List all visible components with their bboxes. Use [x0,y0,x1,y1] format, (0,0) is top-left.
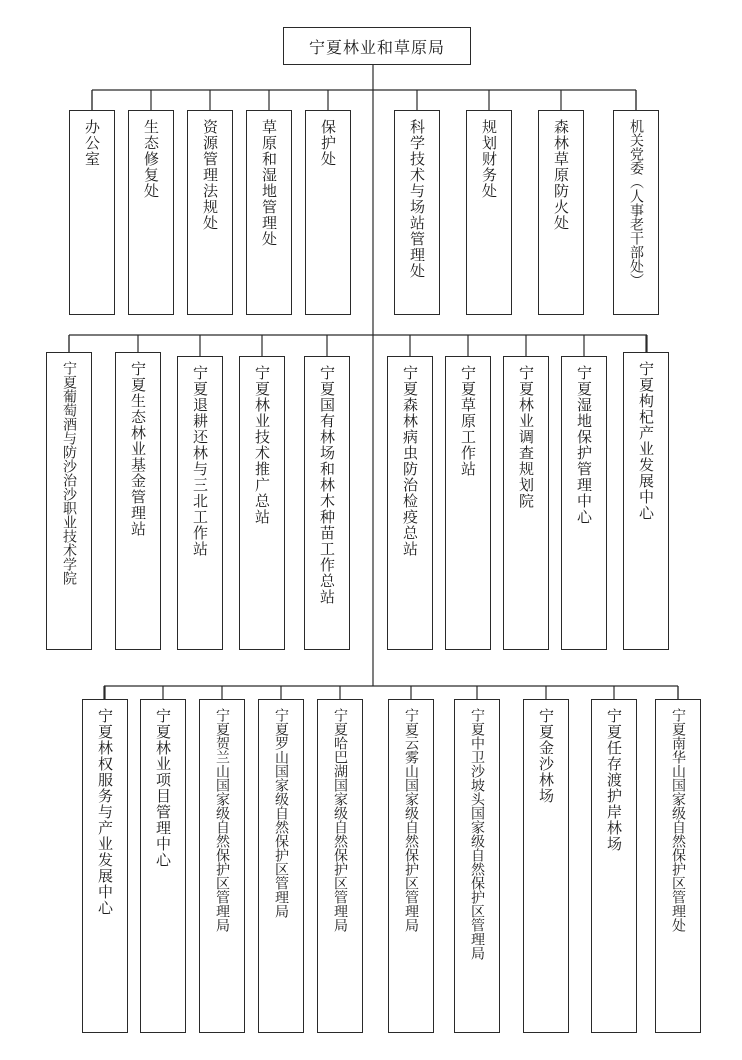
node-label: 宁夏任存渡护岸林场 [605,708,623,852]
row2-node-8 [561,356,607,650]
node-label: 宁夏哈巴湖国家级自然保护区管理局 [332,708,348,932]
row2-node-6 [445,356,491,650]
row3-node-3 [258,699,304,1033]
row3-node-5 [388,699,434,1033]
row3-node-7 [523,699,569,1033]
row2-node-4 [304,356,350,650]
node-label: 生态修复处 [142,119,160,199]
node-label: 宁夏草原工作站 [459,365,477,477]
row3-node-6 [454,699,500,1033]
row2-node-1 [115,352,161,650]
node-label: 规划财务处 [480,119,498,199]
row1-node-3 [246,110,292,315]
node-label: 宁夏云雾山国家级自然保护区管理局 [403,708,419,932]
node-label: 宁夏森林病虫防治检疫总站 [401,365,419,557]
node-label: 宁夏生态林业基金管理站 [129,361,147,537]
node-label: 资源管理法规处 [201,119,219,231]
node-label: 宁夏金沙林场 [537,708,555,804]
node-label: 宁夏中卫沙坡头国家级自然保护区管理局 [469,708,485,960]
row2-node-5 [387,356,433,650]
row1-node-0 [69,110,115,315]
row1-node-5 [394,110,440,315]
row1-node-8 [613,110,659,315]
node-label: 森林草原防火处 [552,119,570,231]
row3-node-4 [317,699,363,1033]
node-label: 保护处 [319,119,337,167]
node-label: 宁夏林权服务与产业发展中心 [96,708,114,916]
row1-node-6 [466,110,512,315]
node-label: 宁夏湿地保护管理中心 [575,365,593,525]
root-node [283,27,471,65]
node-label: 宁夏林业项目管理中心 [154,708,172,868]
node-label: 科学技术与场站管理处 [408,119,426,279]
row1-node-4 [305,110,351,315]
row2-node-9 [623,352,669,650]
row3-node-2 [199,699,245,1033]
node-label: 办公室 [83,119,101,167]
row1-node-2 [187,110,233,315]
row2-node-2 [177,356,223,650]
node-label: 宁夏国有林场和林木种苗工作总站 [318,365,336,605]
row3-node-9 [655,699,701,1033]
row1-node-1 [128,110,174,315]
node-label: 宁夏退耕还林与三北工作站 [191,365,209,557]
row3-node-1 [140,699,186,1033]
node-label: 宁夏林业调查规划院 [517,365,535,509]
row3-node-8 [591,699,637,1033]
row2-node-3 [239,356,285,650]
node-label: 草原和湿地管理处 [260,119,278,247]
row2-node-0 [46,352,92,650]
node-label: 宁夏南华山国家级自然保护区管理处 [670,708,686,932]
node-label: 宁夏林业技术推广总站 [253,365,271,525]
node-label: 宁夏贺兰山国家级自然保护区管理局 [214,708,230,932]
row3-node-0 [82,699,128,1033]
row1-node-7 [538,110,584,315]
node-label: 机关党委（人事老干部处） [628,119,644,287]
node-label: 宁夏罗山国家级自然保护区管理局 [273,708,289,918]
node-label: 宁夏葡萄酒与防沙治沙职业技术学院 [61,361,77,585]
root-label: 宁夏林业和草原局 [308,37,445,57]
row2-node-7 [503,356,549,650]
node-label: 宁夏枸杞产业发展中心 [637,361,655,521]
